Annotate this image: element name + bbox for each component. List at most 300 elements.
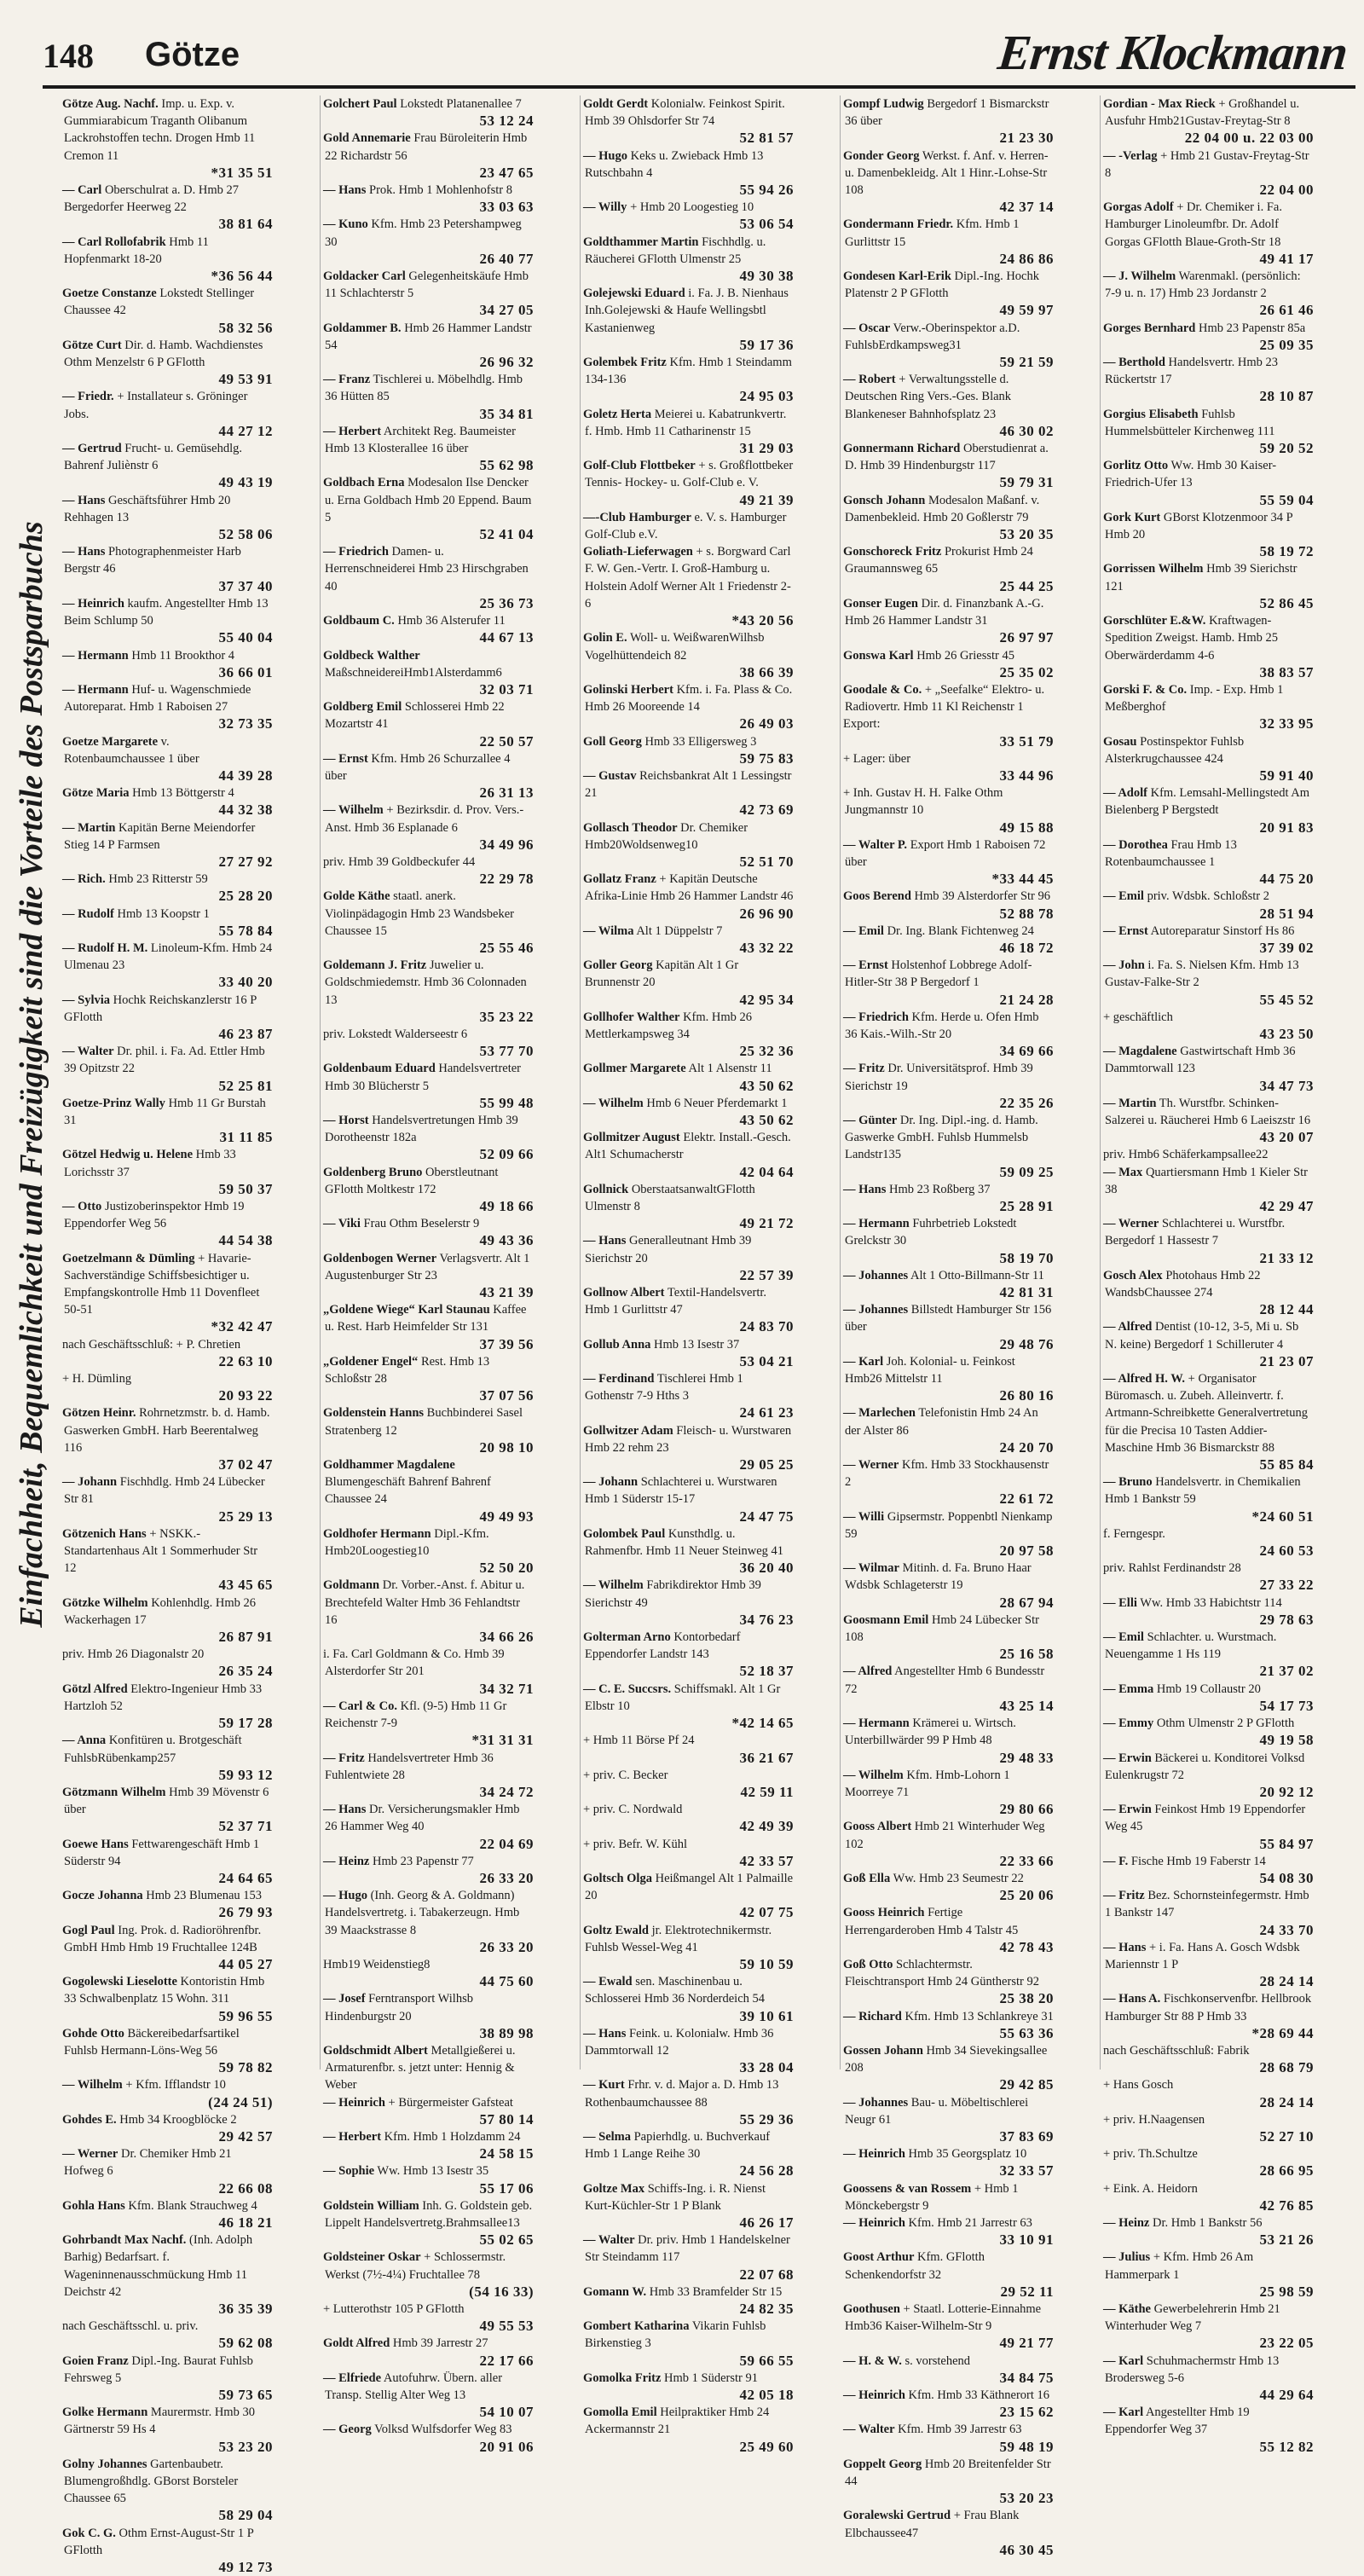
entry-details: Dipl.-Ing. Hochk Platenstr 2 P GFlotth	[845, 269, 1039, 301]
directory-entry	[841, 1112, 1054, 1181]
entry-name: Goldhofer Hermann	[323, 1526, 431, 1541]
entry-details: Mitinh. d. Fa. Bruno Haar Wdsbk Schlageterstr 19	[845, 1561, 1032, 1593]
entry-details: Hmb 24 Lübecker Str 108	[845, 1612, 1039, 1645]
entry-phone: 21 33 12	[1259, 1249, 1314, 1266]
entry-details: Rohrnetzmstr. b. d. Hamb. Gaswerken GmbH. Harb Beerentalweg 116	[64, 1406, 270, 1455]
entry-name: Gollhofer Walther	[583, 1010, 680, 1024]
entry-details: Kfm. i. Fa. Plass & Co. Hmb 26 Mooreende 14	[585, 682, 793, 715]
entry-phone: *32 42 47	[211, 1318, 273, 1335]
entry-name: Golinski Herbert	[583, 682, 673, 697]
directory-entry	[841, 836, 1054, 889]
directory-entry	[1101, 1990, 1314, 2042]
entry-details: + Schlossermstr. Werkst (7½-4¼) Fruchtallee 78	[325, 2250, 506, 2282]
entry-name: — Johannes	[843, 1268, 909, 1282]
entry-name: Gonswa Karl	[843, 648, 914, 663]
directory-entry	[841, 1301, 1054, 1353]
directory-entry	[581, 2076, 794, 2128]
directory-entry	[1101, 2214, 1314, 2249]
entry-phone: 24 61 23	[739, 1404, 794, 1421]
entry-phone: 49 49 93	[479, 1508, 534, 1525]
entry-name: Golke Hermann	[62, 2405, 148, 2420]
directory-entry	[581, 2232, 794, 2284]
entry-name: Gorgas Adolf	[1103, 200, 1174, 215]
entry-details: Schlosserei Hmb 22 Mozartstr 41	[325, 700, 505, 732]
entry-phone: 22 17 66	[479, 2352, 534, 2369]
entry-phone: 25 49 60	[739, 2438, 794, 2455]
entry-name: — Walter	[583, 2233, 635, 2248]
entry-details: Hmb 39 Jarrestr 27	[392, 2336, 488, 2351]
entry-name: — Marlechen	[843, 1406, 916, 1421]
entry-details: Hmb 23 Roßberg 37	[889, 1182, 991, 1196]
directory-entry	[581, 1095, 794, 1129]
directory-entry	[321, 1112, 534, 1164]
entry-name: — Kurt	[583, 2078, 625, 2093]
side-advert-text: Einfachheit, Bequemlichkeit und Freizügigkeit sind die Vorteile des Postsparbuchs	[14, 521, 49, 1628]
entry-name: Gollnick	[583, 1182, 629, 1196]
entry-details: Hmb 39 Sierichstr 121	[1105, 562, 1298, 593]
entry-name: Gohla Hans	[62, 2198, 125, 2213]
directory-entry	[1101, 457, 1314, 509]
entry-name: Gordian - Max Rieck	[1103, 97, 1216, 111]
entry-phone: 28 68 79	[1259, 2059, 1314, 2076]
entry-name: Goldenbaum Eduard	[323, 1062, 436, 1076]
entry-details: Angestellter Hmb 19 Eppendorfer Weg 37	[1105, 2405, 1250, 2437]
entry-name: — Hans	[583, 1234, 627, 1248]
entry-phone: 36 35 39	[218, 2301, 273, 2317]
entry-phone: 22 63 10	[218, 1352, 273, 1369]
directory-entry	[60, 1525, 273, 1595]
entry-details: Photohaus Hmb 22 WandsbChaussee 274	[1105, 1268, 1261, 1300]
directory-entry	[60, 1146, 273, 1198]
entry-details: priv. Lokstedt Walderseestr 6	[323, 1027, 468, 1041]
directory-entry	[841, 595, 1054, 647]
entry-details: Ww. Hmb 33 Habichtstr 114	[1140, 1595, 1282, 1610]
entry-details: Hmb 33 Lorichsstr 37	[64, 1148, 236, 1179]
entry-name: Götzel Hedwig u. Helene	[62, 1148, 194, 1162]
entry-details: Othm Ulmenstr 2 P GFlotth	[1156, 1716, 1295, 1731]
directory-entry	[841, 2042, 1054, 2094]
entry-phone: 42 05 18	[739, 2387, 794, 2404]
entry-name: Golchert Paul	[323, 97, 397, 111]
entry-phone: 59 10 59	[739, 1955, 794, 1972]
entry-details: Kfm. Hmb 1 Holzdamm 24	[384, 2129, 521, 2144]
directory-entry	[60, 784, 273, 819]
entry-details: + Hmb 11 Börse Pf 24	[583, 1734, 695, 1748]
entry-details: + Großhandel u. Ausfuhr Hmb21Gustav-Freytag-Str 8	[1105, 97, 1300, 129]
entry-phone: 33 44 96	[999, 767, 1054, 784]
entry-name: Goldbach Erna	[323, 476, 405, 490]
entry-details: + s. Borgward Carl F. W. Gen.-Vertr. I. Groß-Hamburg u. Holstein Adolf Werner Alt 1 Friedenstr 2-6	[585, 545, 791, 611]
entry-phone: 42 49 39	[739, 1818, 794, 1835]
entry-details: Fuhlsb Hummelsbütteler Kirchenweg 111	[1105, 407, 1275, 438]
entry-details: Tischlerei u. Möbelhdlg. Hmb 36 Hütten 85	[325, 373, 523, 404]
entry-details: + Lager: über	[843, 751, 911, 766]
directory-entry	[581, 1009, 794, 1061]
entry-phone: 26 49 03	[739, 715, 794, 732]
entry-phone: 21 37 02	[1259, 1663, 1314, 1680]
entry-phone: 55 17 06	[479, 2179, 534, 2197]
directory-entry	[841, 1009, 1054, 1061]
entry-name: —-Club Hamburger	[583, 510, 691, 524]
entry-phone: 20 93 22	[218, 1387, 273, 1404]
entry-phone: 52 58 06	[218, 526, 273, 543]
directory-entry	[841, 784, 1054, 836]
directory-entry	[581, 819, 794, 871]
directory-entry	[60, 96, 273, 182]
entry-details: Schlachter. u. Wurstmach. Neuengamme 1 Hs 119	[1105, 1630, 1277, 1662]
entry-details: Hmb 26 Griesstr 45	[916, 648, 1014, 663]
entry-phone: 52 37 71	[218, 1818, 273, 1835]
entry-details: Bau- u. Möbeltischlerei Neugr 61	[845, 2095, 1029, 2127]
directory-entry	[321, 1887, 534, 1956]
entry-phone: 52 86 45	[1259, 594, 1314, 611]
entry-phone: 29 80 66	[999, 1801, 1054, 1818]
entry-name: — Oscar	[843, 321, 891, 335]
entry-name: — Karl	[843, 1354, 884, 1369]
entry-phone: 44 54 38	[218, 1232, 273, 1249]
entry-details: Hmb 11 Gr Burstah 31	[64, 1096, 266, 1127]
entry-details: Hmb 23 Papenstr 77	[373, 1854, 474, 1868]
entry-name: — John	[1103, 958, 1145, 973]
entry-phone: 26 87 91	[218, 1629, 273, 1646]
entry-phone: 25 44 25	[999, 577, 1054, 594]
directory-entry	[581, 2318, 794, 2370]
entry-details: Gipsermstr. Poppenbtl Nienkamp 59	[845, 1509, 1053, 1541]
directory-entry	[1101, 199, 1314, 268]
entry-details: Kfm. Herde u. Ofen Hmb 36 Kais.-Wilh.-Str 20	[845, 1010, 1039, 1041]
directory-entry	[321, 1525, 534, 1577]
entry-details: + Organisator Büromasch. u. Zubeh. Alleinvertr. f. Artmann-Schreibkette Generalvertretung für die Precisa 10 Tasten Addier-Maschine Hmb 36 Bismarckstr 88	[1105, 1372, 1308, 1455]
entry-phone: 49 55 53	[479, 2318, 534, 2335]
entry-details: Kfm. Hmb 33 Käthnerort 16	[908, 2388, 1050, 2403]
directory-entry	[1101, 1009, 1314, 1043]
entry-name: Gorgius Elisabeth	[1103, 407, 1199, 421]
entry-phone: 44 29 64	[1259, 2387, 1314, 2404]
entry-phone: 29 52 11	[1000, 2283, 1054, 2300]
entry-details: + priv. C. Nordwald	[583, 1803, 683, 1817]
entry-details: + Verwaltungsstelle d. Deutschen Ring Vers.-Ges. Blank Blankeneser Bahnhofsplatz 23	[845, 373, 1012, 421]
entry-name: — Magdalene	[1103, 1045, 1177, 1059]
entry-name: — Franz	[323, 373, 371, 387]
entry-name: Götze Curt	[62, 338, 122, 352]
entry-name: Gorrissen Wilhelm	[1103, 562, 1204, 576]
entry-phone: 33 40 20	[218, 974, 273, 991]
directory-entry	[321, 1250, 534, 1302]
entry-details: + geschäftlich	[1103, 1010, 1173, 1024]
entry-phone: 26 79 93	[218, 1904, 273, 1921]
entry-name: Goralewski Gertrud	[843, 2509, 951, 2523]
entry-name: — Josef	[323, 1992, 366, 2006]
directory-entry	[581, 2180, 794, 2232]
entry-phone: 42 78 43	[999, 1938, 1054, 1955]
entry-phone: 49 21 39	[739, 491, 794, 508]
entry-phone: 34 69 66	[999, 1043, 1054, 1060]
entry-details: Hmb 33 Bramfelder Str 15	[649, 2284, 783, 2299]
directory-entry	[581, 1232, 794, 1284]
entry-details: Hmb 11 Hopfenmarkt 18-20	[64, 234, 209, 266]
entry-details: f. Ferngespr.	[1103, 1526, 1165, 1541]
directory-entry	[60, 440, 273, 492]
entry-phone: 55 40 04	[218, 629, 273, 646]
directory-entry	[1101, 1801, 1314, 1853]
entry-name: — Heinz	[1103, 2215, 1150, 2230]
entry-name: — Johannes	[843, 2095, 909, 2110]
entry-details: Hmb 21 Winterhuder Weg 102	[845, 1820, 1045, 1851]
entry-phone: 27 27 92	[218, 853, 273, 870]
entry-name: Gogl Paul	[62, 1923, 115, 1937]
entry-details: Hmb19 Weidenstieg8	[323, 1957, 431, 1971]
entry-phone: 52 51 70	[739, 853, 794, 870]
directory-entry	[321, 1301, 534, 1353]
entry-phone: 59 21 59	[999, 354, 1054, 371]
entry-details: Tischlerei Hmb 1 Gothenstr 7-9 Hths 3	[585, 1372, 743, 1404]
entry-details: Hmb 23 Papenstr 85a	[1198, 321, 1306, 335]
entry-details: Meierei u. Kabatrunkvertr. f. Hmb. Hmb 11 Catharinenstr 15	[585, 407, 787, 438]
entry-name: — Emil	[1103, 1630, 1144, 1645]
directory-entry	[60, 182, 273, 234]
entry-phone: 36 21 67	[739, 1749, 794, 1766]
entry-phone: 59 96 55	[218, 2007, 273, 2024]
entry-phone: 22 66 08	[218, 2179, 273, 2197]
entry-name: — Wilhelm	[583, 1578, 644, 1593]
entry-phone: 35 34 81	[479, 405, 534, 422]
entry-details: Dir. d. Hamb. Wachdienstes Othm Menzelstr 6 P GFlotth	[64, 338, 263, 370]
entry-details: Th. Wurstfbr. Schinken-Salzerei u. Räucherei Hmb 6 Laeiszstr 16	[1105, 1096, 1311, 1127]
entry-phone: 31 11 85	[219, 1129, 273, 1146]
entry-phone: 59 79 31	[999, 474, 1054, 491]
entry-details: Gastwirtschaft Hmb 36 Dammtorwall 123	[1105, 1045, 1296, 1076]
entry-phone: 59 09 25	[999, 1163, 1054, 1180]
entry-phone: 39 10 61	[739, 2007, 794, 2024]
entry-phone: 24 83 70	[739, 1318, 794, 1335]
entry-phone: 54 17 73	[1259, 1697, 1314, 1714]
entry-phone: 24 95 03	[739, 388, 794, 405]
entry-phone: 37 39 02	[1259, 939, 1314, 956]
entry-details: + priv. Befr. W. Kühl	[583, 1837, 688, 1851]
directory-entry	[321, 1646, 534, 1698]
entry-details: priv. Hmb 39 Goldbeckufer 44	[323, 854, 476, 869]
entry-name: — Carl & Co.	[323, 1699, 397, 1713]
entry-phone: 27 33 22	[1259, 1577, 1314, 1594]
entry-phone: 52 18 37	[739, 1663, 794, 1680]
entry-name: — Friedrich	[843, 1010, 909, 1024]
directory-entry	[60, 285, 273, 337]
entry-phone: 54 10 07	[479, 2404, 534, 2421]
directory-entry	[1101, 1887, 1314, 1939]
entry-name: Gossen Johann	[843, 2043, 923, 2058]
entry-details: Feink. u. Kolonialw. Hmb 36 Dammtorwall 12	[585, 2026, 774, 2058]
entry-details: i. Fa. Carl Goldmann & Co. Hmb 39 Alsterdorfer Str 201	[323, 1647, 505, 1679]
entry-details: Kfm. Hmb 1 Gurlittstr 15	[845, 217, 1020, 249]
entry-phone: 53 23 20	[218, 2438, 273, 2455]
entry-details: Billstedt Hamburger Str 156 über	[845, 1303, 1052, 1334]
directory-entry	[60, 1595, 273, 1647]
directory-entry	[581, 2128, 794, 2180]
entry-details: Hmb 20 Breitenfelder Str 44	[845, 2457, 1051, 2489]
entry-details: Gelegenheitskäufe Hmb 11 Schlachterstr 5	[325, 269, 529, 301]
directory-entry	[581, 354, 794, 406]
entry-name: — Johann	[62, 1475, 118, 1490]
entry-name: — Erwin	[1103, 1751, 1152, 1765]
entry-name: Goetze-Prinz Wally	[62, 1096, 165, 1110]
entry-name: Gomolla Emil	[583, 2405, 657, 2420]
entry-phone: 46 18 21	[218, 2214, 273, 2231]
entry-details: Kfl. (9-5) Hmb 11 Gr Reichenstr 7-9	[325, 1699, 507, 1731]
entry-name: — Rudolf	[62, 906, 114, 921]
entry-name: Goewe Hans	[62, 1837, 129, 1851]
directory-entry	[1101, 406, 1314, 458]
entry-phone: 25 35 02	[999, 663, 1054, 680]
entry-name: Goldacker Carl	[323, 269, 406, 284]
entry-phone: 53 20 35	[999, 526, 1054, 543]
directory-entry	[841, 1508, 1054, 1560]
entry-details: Schiffs-Ing. i. R. Nienst Kurt-Küchler-Str 1 P Blank	[585, 2181, 766, 2213]
entry-phone: 26 96 90	[739, 905, 794, 922]
entry-phone: 59 17 28	[218, 1715, 273, 1732]
entry-phone: *43 20 56	[731, 612, 794, 629]
entry-name: — Käthe	[1103, 2302, 1151, 2316]
entry-name: — Hans	[843, 1182, 887, 1196]
entry-details: Hmb 13 Isestr 37	[654, 1337, 740, 1352]
entry-phone: 24 20 70	[999, 1439, 1054, 1456]
entry-phone: 24 58 15	[479, 2145, 534, 2162]
entry-name: — Fritz	[323, 1751, 365, 1765]
entry-details: Hmb 39 Alsterdorfer Str 96	[914, 889, 1051, 904]
entry-details: Dr. Hmb 1 Bankstr 56	[1153, 2215, 1263, 2230]
entry-name: — Heinrich	[323, 2095, 385, 2110]
entry-details: Verlagsvertr. Alt 1 Augustenburger Str 23	[325, 1251, 530, 1282]
entry-phone: 25 32 36	[739, 1043, 794, 1060]
directory-entry	[581, 1060, 794, 1094]
directory-entry	[581, 1284, 794, 1336]
entry-phone: 26 40 77	[479, 250, 534, 267]
entry-details: Frhr. v. d. Major a. D. Hmb 13 Rothenbaumchaussee 88	[585, 2078, 779, 2110]
entry-details: Frau Büroleiterin Hmb 22 Richardstr 56	[325, 131, 528, 163]
entry-details: + Hmb 21 Gustav-Freytag-Str 8	[1105, 148, 1309, 180]
entry-details: Justizoberinspektor Hmb 19 Eppendorfer Weg 56	[64, 1200, 245, 1231]
entry-phone: 20 97 58	[999, 1543, 1054, 1560]
entry-phone: 23 47 65	[479, 164, 534, 181]
directory-entry	[60, 1473, 273, 1525]
entry-phone: 54 08 30	[1259, 1869, 1314, 1886]
directory-entry	[1101, 2042, 1314, 2076]
directory-entry	[60, 1336, 273, 1370]
directory-entry	[841, 2507, 1054, 2559]
entry-phone: 37 07 56	[479, 1387, 534, 1404]
entry-name: — Heinrich	[843, 2388, 905, 2403]
directory-entry	[321, 2335, 534, 2369]
directory-entry	[60, 1681, 273, 1733]
directory-entry	[321, 1060, 534, 1112]
entry-phone: 49 15 88	[999, 819, 1054, 836]
entry-phone: 29 05 25	[739, 1456, 794, 1473]
entry-phone: 59 75 83	[739, 750, 794, 767]
entry-details: Keks u. Zwieback Hmb 13 Rutschbahn 4	[585, 148, 764, 180]
entry-details: Handelsvertreter Hmb 30 Blücherstr 5	[325, 1062, 522, 1093]
entry-name: — Walter P.	[843, 837, 908, 852]
entry-phone: 53 20 23	[999, 2490, 1054, 2507]
directory-entry	[60, 2404, 273, 2456]
entry-details: s. vorstehend	[905, 2353, 971, 2368]
entry-details: Ww. Hmb 30 Kaiser-Friedrich-Ufer 13	[1105, 459, 1277, 490]
directory-entry	[1101, 1043, 1314, 1095]
entry-name: — Karl	[1103, 2405, 1144, 2420]
entry-details: + Staatl. Lotterie-Einnahme Hmb36 Kaiser-Wilhelm-Str 9	[845, 2302, 1042, 2334]
entry-details: Verw.-Oberinspektor a.D. FuhlsbErdkampsweg31	[845, 321, 1020, 352]
directory-entry	[60, 1836, 273, 1888]
directory-entry	[321, 1215, 534, 1249]
directory-entry	[581, 234, 794, 286]
entry-details: Kfm. GFlotth Schenkendorfstr 32	[845, 2250, 985, 2282]
entry-details: Oberschulrat a. D. Hmb 27 Bergedorfer Heerweg 22	[64, 183, 239, 215]
entry-phone: 43 45 65	[218, 1577, 273, 1594]
entry-phone: 35 23 22	[479, 1008, 534, 1025]
directory-entry	[841, 647, 1054, 681]
directory-entry	[1101, 1715, 1314, 1749]
entry-details: Konfitüren u. Brotgeschäft FuhlsbRübenkamp257	[64, 1734, 242, 1765]
entry-name: Goldmann	[323, 1578, 380, 1593]
entry-phone: 59 93 12	[218, 1766, 273, 1783]
entry-phone: 43 21 39	[479, 1284, 534, 1301]
entry-name: — Friedrich	[323, 545, 389, 559]
entry-phone: 36 20 40	[739, 1560, 794, 1577]
entry-details: + Dr. Chemiker i. Fa. Hamburger Linoleumfbr. Dr. Adolf Gorgas GFlotth Blaue-Groth-Str 18	[1105, 200, 1282, 249]
entry-name: — Hermann	[62, 682, 129, 697]
directory-entry	[321, 1956, 534, 1990]
directory-entry	[321, 423, 534, 475]
entry-name: Gohde Otto	[62, 2026, 124, 2041]
directory-entry	[1101, 1473, 1314, 1525]
entry-details: (Inh. Adolph Barhig) Bedarfsart. f. Wageninnenausschmückung Hmb 11 Deichstr 42	[64, 2233, 253, 2299]
entry-phone: 22 50 57	[479, 732, 534, 750]
entry-name: — Ernst	[843, 958, 888, 973]
entry-name: Goldthammer Martin	[583, 234, 699, 249]
entry-name: — Wilmar	[843, 1561, 899, 1576]
entry-phone: 34 47 73	[1259, 1077, 1314, 1094]
directory-entry	[1101, 1681, 1314, 1715]
entry-name: — Julius	[1103, 2250, 1151, 2265]
directory-entry	[581, 767, 794, 819]
entry-phone: 24 64 65	[218, 1869, 273, 1886]
directory-entry	[60, 492, 273, 544]
directory-entry	[321, 2421, 534, 2455]
entry-phone: 52 81 57	[739, 130, 794, 147]
entry-name: Götzen Heinr.	[62, 1406, 136, 1421]
entry-name: Gonnermann Richard	[843, 442, 961, 456]
entry-name: — Hugo	[323, 1889, 367, 1903]
entry-details: Maurermstr. Hmb 30 Gärtnerstr 59 Hs 4	[64, 2405, 255, 2437]
entry-details: + Bezirksdir. d. Prov. Vers.-Anst. Hmb 36 Esplanade 6	[325, 803, 524, 835]
entry-details: Dr. Universitätsprof. Hmb 39 Sierichstr 19	[845, 1062, 1033, 1093]
entry-phone: 55 85 84	[1259, 1456, 1314, 1473]
entry-details: Lokstedt Stellinger Chaussee 42	[64, 287, 255, 318]
entry-details: Ww. Hmb 13 Isestr 35	[377, 2164, 489, 2179]
entry-name: Gollmitzer August	[583, 1131, 680, 1145]
entry-phone: 25 36 73	[479, 594, 534, 611]
entry-name: Golin E.	[583, 631, 627, 645]
entry-phone: 29 42 85	[999, 2076, 1054, 2093]
entry-name: Goosmann Emil	[843, 1612, 929, 1627]
entry-details: Fuhrbetrieb Lokstedt Grelckstr 30	[845, 1217, 1017, 1248]
entry-name: — Willi	[843, 1509, 885, 1524]
entry-name: Goos Berend	[843, 889, 911, 904]
entry-name: Goldt Gerdt	[583, 97, 649, 111]
entry-name: Gok C. G.	[62, 2526, 116, 2540]
entry-phone: 59 48 19	[999, 2438, 1054, 2455]
entry-details: Schlachtermstr. Fleischtransport Hmb 24 Güntherstr 92	[845, 1957, 1039, 1989]
entry-details: Dentist (10-12, 3-5, Mi u. Sb N. keine) Bergedorf 1 Schilleruter 4	[1105, 1320, 1299, 1352]
directory-entry	[841, 1267, 1054, 1301]
